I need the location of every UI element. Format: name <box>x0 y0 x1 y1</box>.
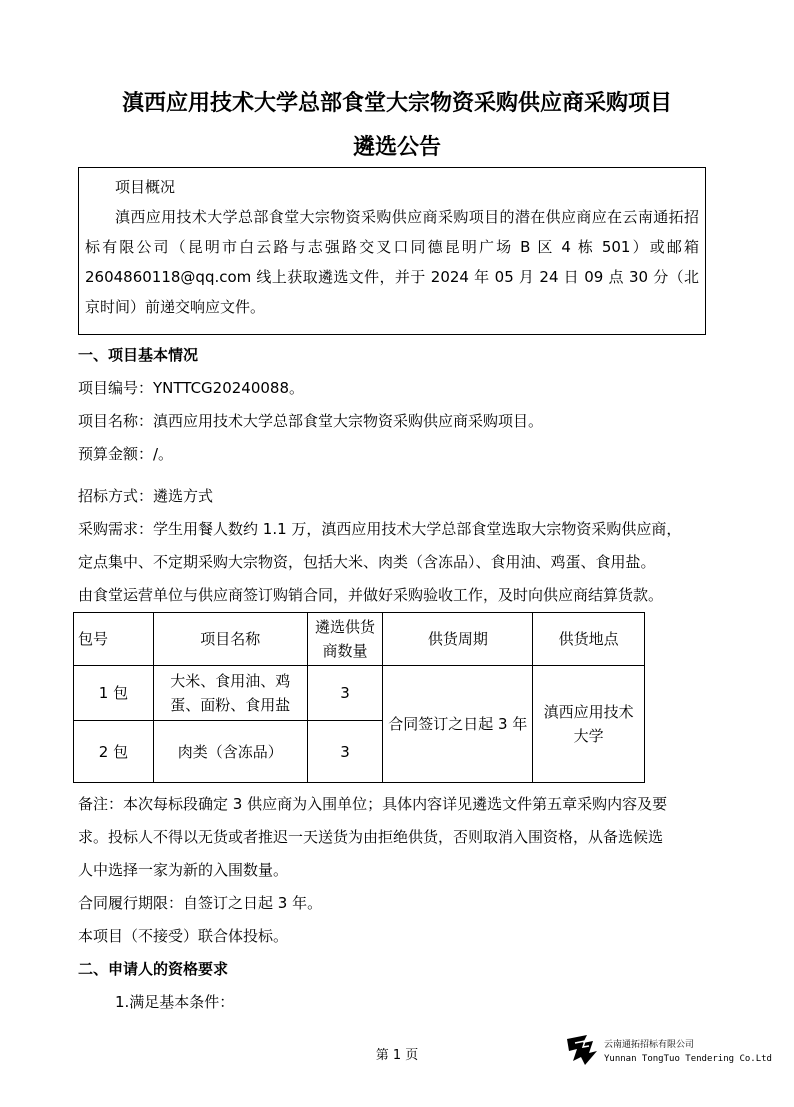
title-line-1: 滇西应用技术大学总部食堂大宗物资采购供应商采购项目 <box>121 91 672 116</box>
supplier-count-cell: 3 <box>307 721 383 783</box>
overview-text: 滇西应用技术大学总部食堂大宗物资采购供应商采购项目的潜在供应商应在云南通拓招标有限公司（昆明市白云路与志强路交叉口同德昆明广场 B 区 4 栋 501）或邮箱 2604860118@qq.com 线上获取遴选文件，并于 2024 年 05 月 24 日 09 点 30 分（北京时间）前递交响应文件。 <box>85 208 699 316</box>
company-name-cn: 云南通拓招标有限公司 <box>604 1040 695 1050</box>
remark-line-1: 备注：本次每标段确定 3 供应商为入围单位；具体内容详见遴选文件第五章采购内容及要 <box>78 795 668 813</box>
remark-line-2: 求。投标人不得以无货或者推迟一天送货为由拒绝供货，否则取消入围资格，从备选候选 <box>78 828 664 846</box>
remark-line-3: 人中选择一家为新的入围数量。 <box>78 861 289 879</box>
company-logo <box>563 1031 601 1069</box>
project-number: 项目编号：YNTTCG20240088。 <box>78 379 305 397</box>
header-supplier-count: 遴选供货商数量 <box>307 613 383 666</box>
supplier-count-cell: 3 <box>307 666 383 721</box>
contract-term: 合同履行期限：自签订之日起 3 年。 <box>78 894 323 912</box>
company-name <box>604 1038 772 1066</box>
overview-heading: 项目概况 <box>115 178 176 196</box>
section1-heading: 一、项目基本情况 <box>78 346 199 364</box>
package-cell: 1 包 <box>74 666 154 721</box>
item-name-cell: 肉类（含冻品） <box>153 721 307 783</box>
project-overview-box <box>78 167 706 335</box>
package-cell: 2 包 <box>74 721 154 783</box>
header-package: 包号 <box>74 613 154 666</box>
header-item-name: 项目名称 <box>153 613 307 666</box>
project-name: 项目名称：滇西应用技术大学总部食堂大宗物资采购供应商采购项目。 <box>78 412 544 430</box>
item-name-cell: 大米、食用油、鸡蛋、面粉、食用盐 <box>153 666 307 721</box>
supply-location-cell: 滇西应用技术大学 <box>533 666 645 783</box>
section2-heading: 二、申请人的资格要求 <box>78 960 229 978</box>
table-header-row <box>74 613 645 666</box>
purchase-need-3: 由食堂运营单位与供应商签订购销合同，并做好采购验收工作，及时向供应商结算货款。 <box>78 586 664 604</box>
header-supply-period: 供货周期 <box>383 613 533 666</box>
consortium-note: 本项目（不接受）联合体投标。 <box>78 927 289 945</box>
budget-amount: 预算金额：/。 <box>78 445 174 463</box>
header-supply-location: 供货地点 <box>533 613 645 666</box>
page-number: 第 1 页 <box>375 1048 419 1063</box>
purchase-need-1: 采购需求：学生用餐人数约 1.1 万，滇西应用技术大学总部食堂选取大宗物资采购供应商， <box>78 520 682 538</box>
goods-table <box>73 612 645 783</box>
qualification-item-1: 1.满足基本条件： <box>115 993 235 1011</box>
tender-method: 招标方式：遴选方式 <box>78 487 214 505</box>
table-row <box>74 666 645 721</box>
company-name-en: Yunnan TongTuo Tendering Co.Ltd <box>604 1054 772 1064</box>
supply-period-cell: 合同签订之日起 3 年 <box>383 666 533 783</box>
purchase-need-2: 定点集中、不定期采购大宗物资，包括大米、肉类（含冻品）、食用油、鸡蛋、食用盐。 <box>78 553 656 571</box>
title-line-2: 遴选公告 <box>352 135 441 160</box>
